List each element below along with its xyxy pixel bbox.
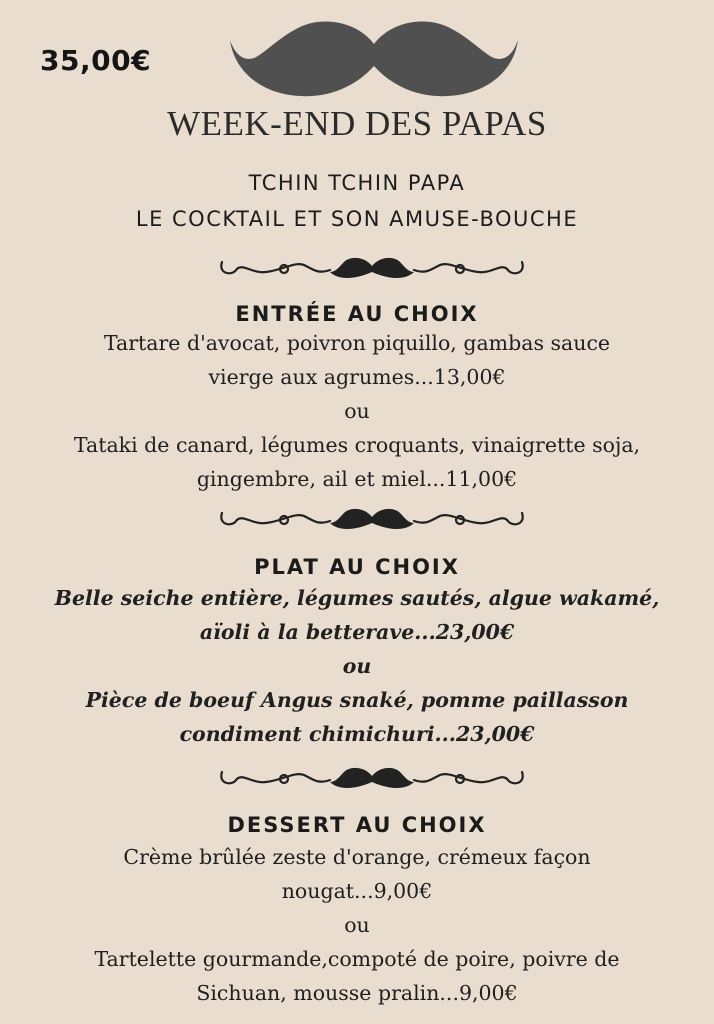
intro-line-2: LE COCKTAIL ET SON AMUSE-BOUCHE [135, 207, 579, 231]
dessert-option-1-line-2: nougat...9,00€ [281, 879, 433, 903]
mustache-flourish-divider-icon [214, 252, 530, 282]
plat-option-1-line-2: aïoli à la betterave...23,00€ [199, 620, 515, 644]
plat-heading: PLAT AU CHOIX [254, 555, 460, 579]
plat-or: ou [342, 654, 372, 678]
dessert-option-1-line-1: Crème brûlée zeste d'orange, crémeux façon [123, 845, 591, 869]
plat-option-1-line-1: Belle seiche entière, légumes sautés, algue wakamé, [54, 586, 660, 610]
mustache-flourish-divider-icon [214, 503, 530, 533]
entree-option-2-line-2: gingembre, ail et miel...11,00€ [196, 467, 518, 491]
menu-price: 35,00€ [40, 44, 152, 77]
entree-option-2-line-1: Tataki de canard, légumes croquants, vinaigrette soja, [73, 433, 641, 457]
dessert-heading: DESSERT AU CHOIX [227, 813, 487, 837]
plat-option-2-line-1: Pièce de boeuf Angus snaké, pomme paillasson [85, 688, 629, 712]
entree-option-1-line-1: Tartare d'avocat, poivron piquillo, gambas sauce [103, 331, 611, 355]
dessert-option-2-line-1: Tartelette gourmande,compoté de poire, poivre de [94, 947, 620, 971]
dessert-option-2-line-2: Sichuan, mousse pralin...9,00€ [196, 981, 518, 1005]
intro-line-1: TCHIN TCHIN PAPA [248, 171, 466, 195]
plat-option-2-line-2: condiment chimichuri...23,00€ [179, 722, 535, 746]
dessert-or: ou [344, 913, 370, 937]
mustache-flourish-divider-icon [214, 762, 530, 792]
entree-or: ou [344, 399, 370, 423]
mustache-icon [228, 14, 520, 106]
entree-heading: ENTRÉE AU CHOIX [235, 302, 479, 326]
menu-title: WEEK-END DES PAPAS [167, 104, 547, 143]
entree-option-1-line-2: vierge aux agrumes...13,00€ [208, 365, 506, 389]
